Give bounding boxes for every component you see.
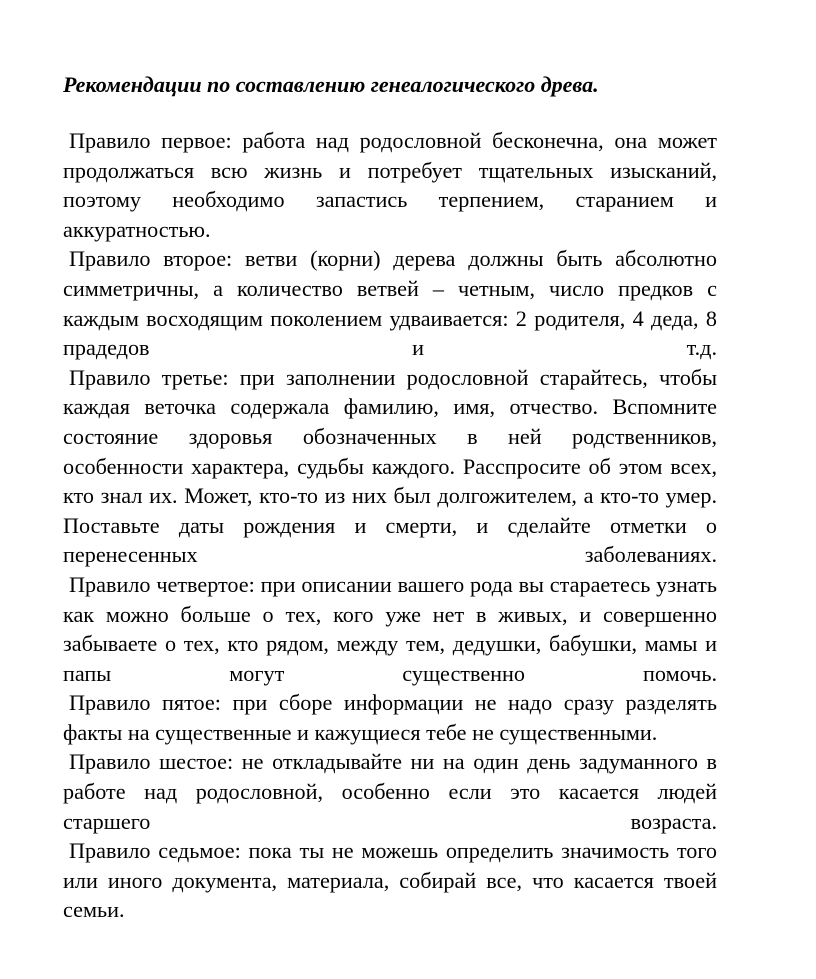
rule-paragraph-4: Правило четвертое: при описании вашего рода вы стараетесь узнать как можно больше о тех, кого уже нет в живых, и совершенно забываете о тех, кто рядом, между тем, дедушки, бабушки, мамы и папы могут существенно помочь.	[63, 571, 717, 686]
document-title: Рекомендации по составлению генеалогического древа.	[63, 72, 599, 97]
rule-paragraph-6: Правило шестое: не откладывайте ни на один день задуманного в работе над родословной, особенно если это касается людей старшего возраста.	[63, 749, 717, 834]
rule-paragraph-3: Правило третье: при заполнении родословной старайтесь, чтобы каждая веточка содержала фамилию, имя, отчество. Вспомните состояние здоровья обозначенных в ней родственников, особенности характера, судьбы каждого. Расспросите об этом всех, кто знал их. Может, кто-то из них был долгожителем, а кто-то умер. Поставьте даты рождения и смерти, и сделайте отметки о перенесенных заболеваниях.	[63, 364, 717, 568]
rule-paragraph-7: Правило седьмое: пока ты не можешь определить значимость того или иного документа, материала, собирай все, что касается твоей семьи.	[63, 838, 717, 923]
rule-paragraph-1: Правило первое: работа над родословной бесконечна, она может продолжаться всю жизнь и потребует тщательных изысканий, поэтому необходимо запастись терпением, старанием и аккуратностью.	[63, 128, 717, 242]
rules-text	[63, 126, 717, 925]
rule-paragraph-2: Правило второе: ветви (корни) дерева должны быть абсолютно симметричны, а количество ветвей – четным, число предков с каждым восходящим поколением удваивается: 2 родителя, 4 деда, 8 прадедов и т.д.	[63, 246, 717, 361]
rule-paragraph-5: Правило пятое: при сборе информации не надо сразу разделять факты на существенные и кажущиеся тебе не существенными.	[63, 690, 717, 745]
